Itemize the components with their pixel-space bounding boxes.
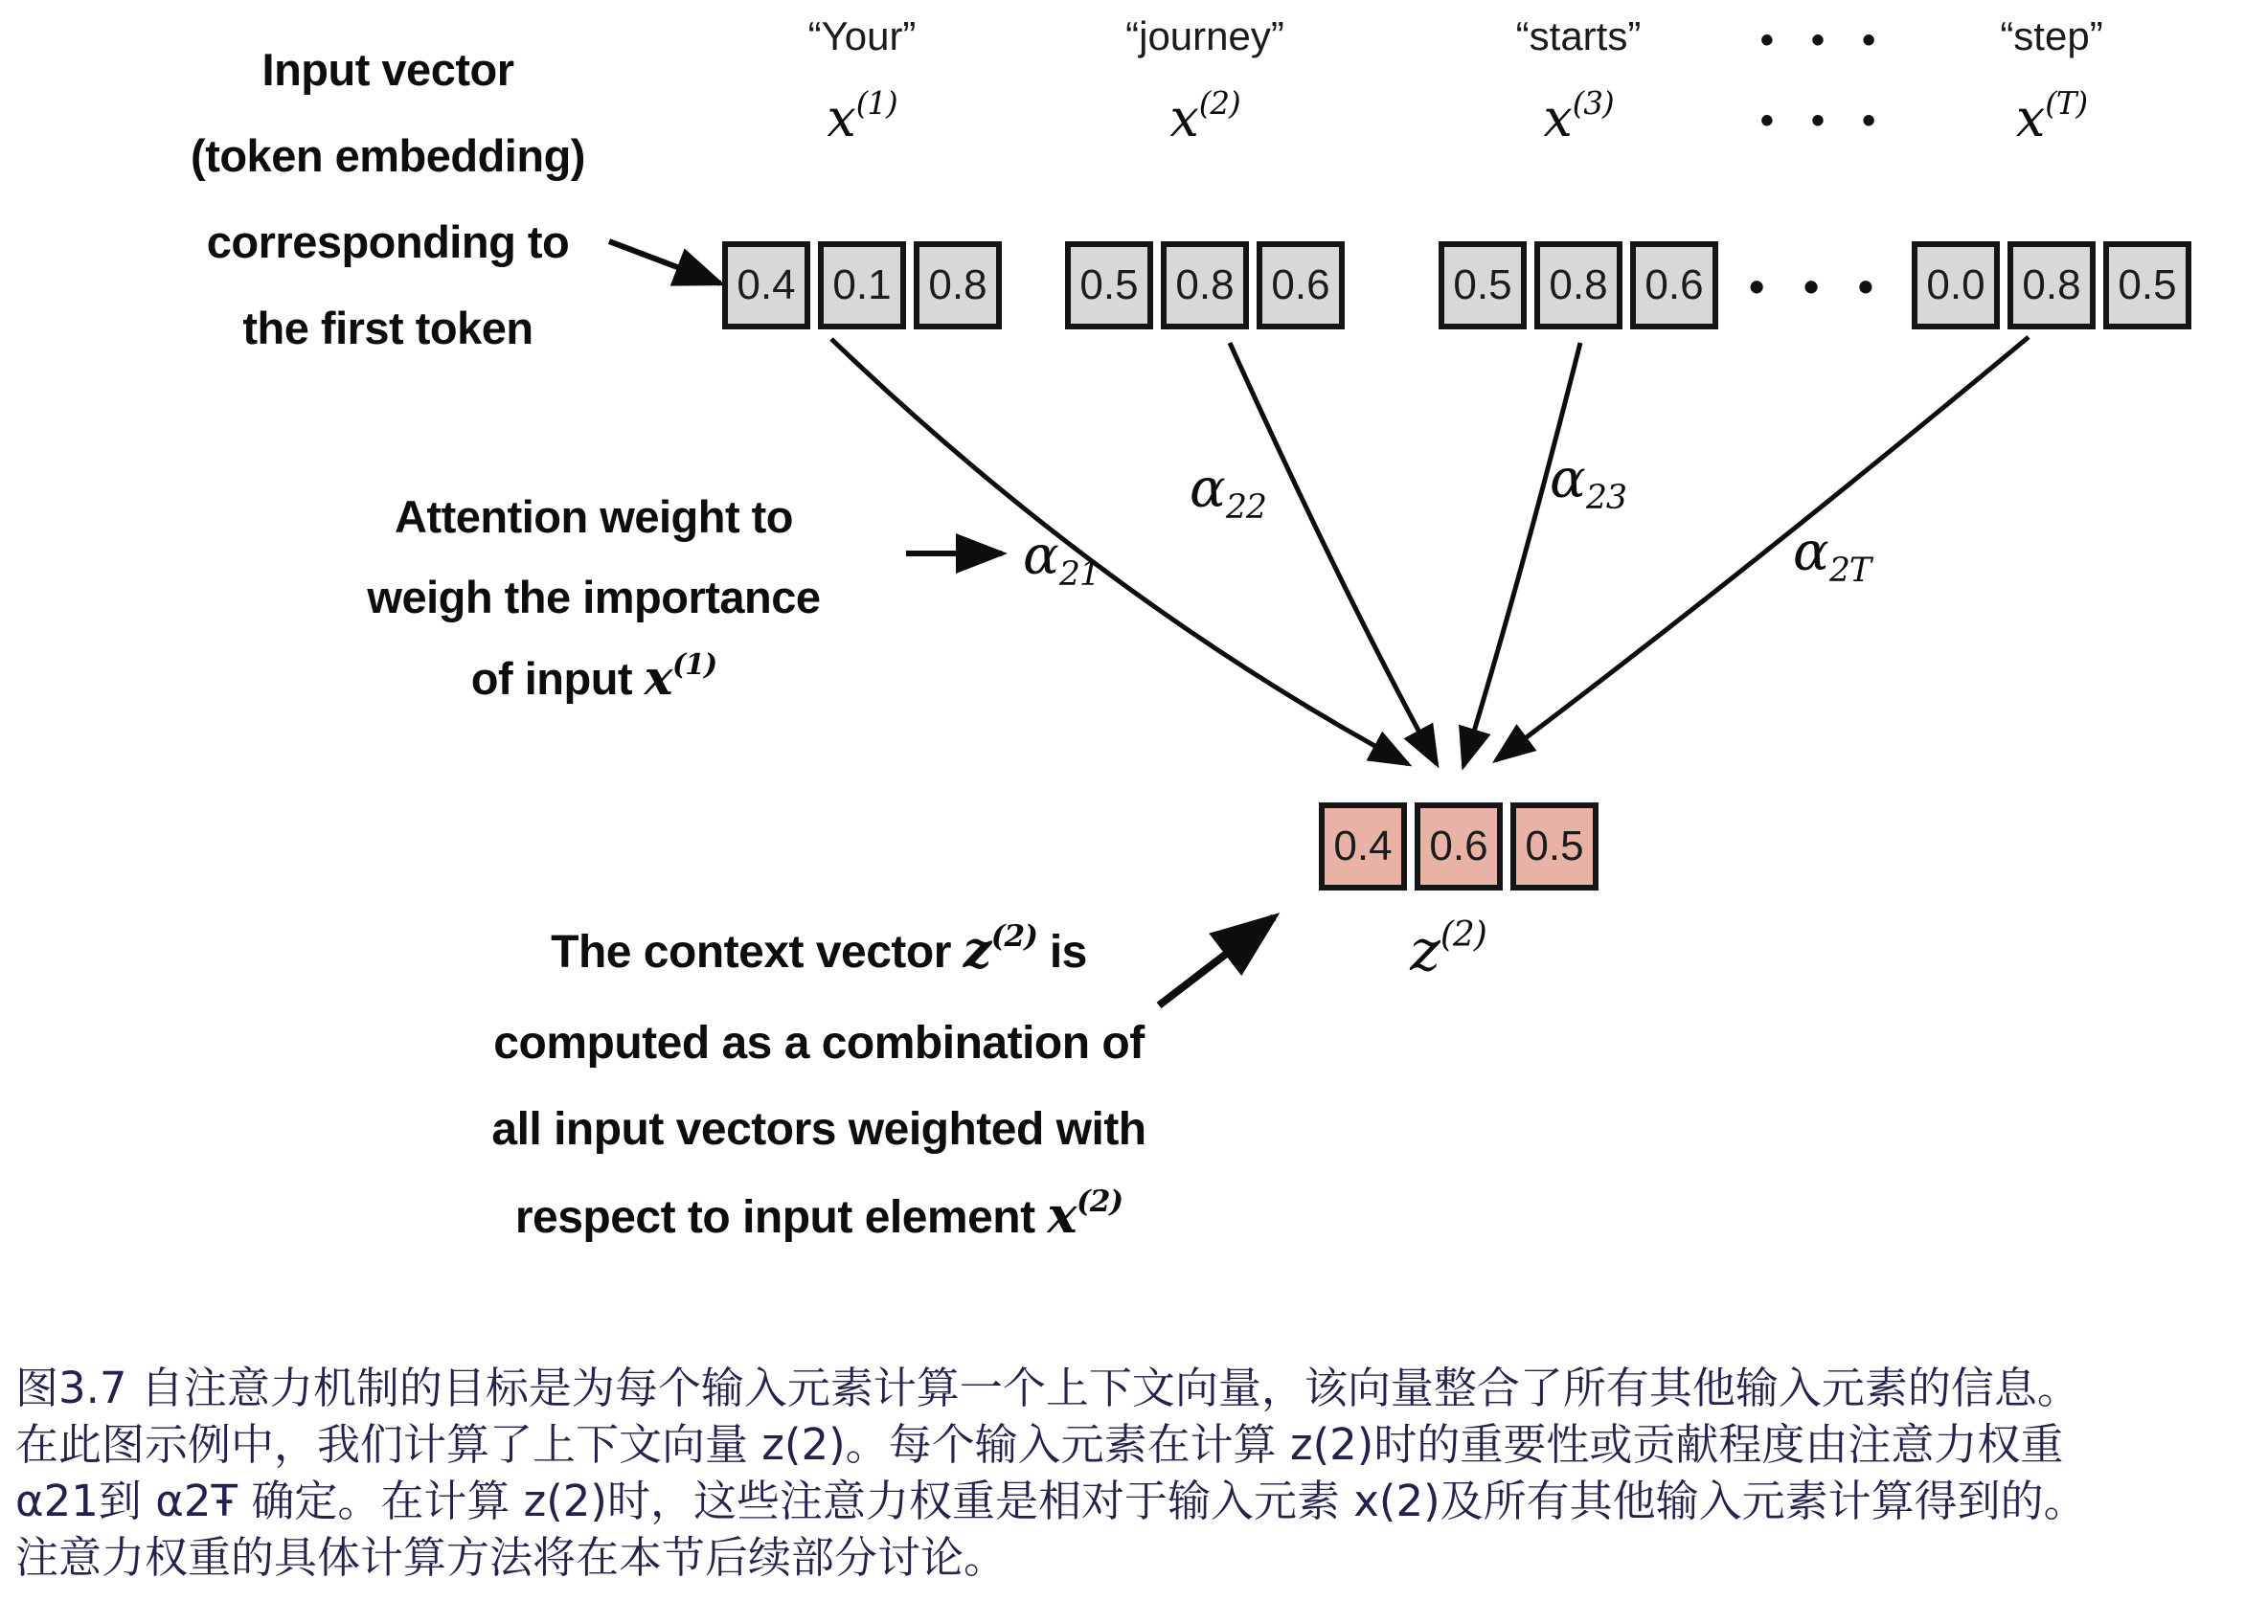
note-line: The context vector $z^{(2)}$ is [551, 919, 1087, 980]
vector-cell: 0.5 [1439, 241, 1527, 329]
vector-cell: 0.8 [914, 241, 1002, 329]
caption-line: α21到 α2Ŧ 确定。在计算 z(2)时，这些注意力权重是相对于输入元素 x(2)及所有其他输入元素计算得到的。 [15, 1476, 2087, 1526]
xT-label: $x^{(T)}$ [2015, 85, 2088, 148]
vector-cell: 0.6 [1630, 241, 1718, 329]
ellipsis-vector-row: • • • [1749, 261, 1887, 311]
ellipsis-x-row: • • • [1759, 100, 1890, 142]
alpha-21-label: $\alpha_{21}$ [1023, 525, 1100, 595]
alpha-22-label: $\alpha_{22}$ [1190, 458, 1267, 528]
vector-cell: 0.8 [2007, 241, 2096, 329]
note-line: computed as a combination of [493, 1018, 1145, 1069]
vector-cell: 0.4 [1319, 802, 1407, 891]
vector-cell: 0.5 [2103, 241, 2191, 329]
arrow-xT-dots-to-z [1463, 343, 1580, 766]
token-word-your: “Your” [807, 13, 917, 58]
vector-cell: 0.5 [1510, 802, 1599, 891]
arrow-x1-to-z [831, 339, 1408, 764]
token-word-step: “step” [2000, 13, 2103, 58]
note-line: respect to input element $x^{(2)}$ [514, 1184, 1123, 1245]
note-line: Attention weight to [394, 491, 794, 542]
caption-line: 在此图示例中，我们计算了上下文向量 z(2)。每个输入元素在计算 z(2)时的重要性或贡献程度由注意力权重 [15, 1419, 2064, 1470]
embedding-vector-xT [1912, 241, 2191, 329]
token-word-journey: “journey” [1125, 13, 1284, 58]
vector-cell: 0.1 [818, 241, 906, 329]
embedding-vector-x2 [1065, 241, 1345, 329]
x3-label: $x^{(3)}$ [1543, 85, 1614, 148]
ellipsis-word-row: • • • [1759, 19, 1890, 61]
note-line: Input vector [261, 44, 514, 95]
note-line: the first token [242, 303, 533, 353]
figure-caption [15, 1360, 2260, 1586]
note-line: all input vectors weighted with [491, 1104, 1146, 1155]
x2-label: $x^{(2)}$ [1169, 85, 1240, 148]
vector-cell: 0.8 [1534, 241, 1622, 329]
alpha-2T-label: $\alpha_{2T}$ [1793, 521, 1871, 591]
x1-label: $x^{(1)}$ [827, 85, 897, 148]
embedding-vector-x1 [722, 241, 1002, 329]
vector-cell: 0.8 [1161, 241, 1249, 329]
note-line: weigh the importance [367, 572, 821, 622]
vector-cell: 0.4 [722, 241, 810, 329]
input-vector-note [105, 27, 670, 372]
embedding-vector-x3 [1439, 241, 1718, 329]
arrow-xT-to-z [1496, 337, 2029, 760]
note-line: (token embedding) [191, 130, 585, 181]
token-word-starts: “starts” [1515, 13, 1642, 58]
caption-line: 图3.7 自注意力机制的目标是为每个输入元素计算一个上下文向量，该向量整合了所有其他输入元素的信息。 [15, 1363, 2080, 1413]
note-line: corresponding to [206, 216, 570, 267]
z2-label: $z^{(2)}$ [1410, 914, 1486, 984]
vector-cell: 0.0 [1912, 241, 2000, 329]
attention-weight-note [316, 477, 872, 726]
caption-line: 注意力权重的具体计算方法将在本节后续部分讨论。 [15, 1532, 1008, 1583]
vector-cell: 0.6 [1257, 241, 1345, 329]
arrow-x2-to-z [1230, 343, 1437, 764]
note-line: of input $x^{(1)}$ [470, 648, 717, 706]
context-vector-note [345, 908, 1293, 1266]
vector-cell: 0.5 [1065, 241, 1153, 329]
context-vector-z2 [1319, 802, 1599, 891]
vector-cell: 0.6 [1415, 802, 1503, 891]
alpha-23-label: $\alpha_{23}$ [1550, 448, 1627, 518]
